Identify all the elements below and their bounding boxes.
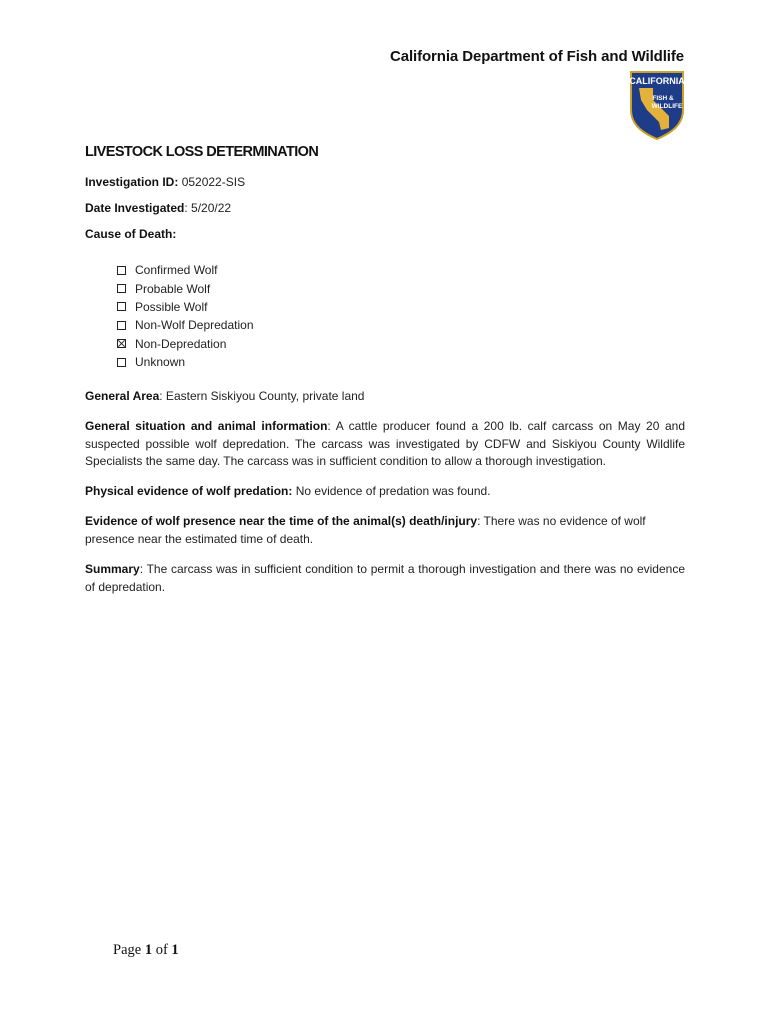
cause-option[interactable] (117, 261, 254, 279)
cause-of-death-label: Cause of Death: (85, 227, 177, 241)
summary-label: Summary (85, 562, 140, 576)
document-title: LIVESTOCK LOSS DETERMINATION (85, 144, 319, 160)
agency-header: California Department of Fish and Wildlife (389, 48, 684, 65)
general-area-label: General Area (85, 389, 160, 403)
cdfw-shield-logo-icon (629, 70, 685, 140)
checkbox-icon[interactable] (117, 321, 126, 330)
general-area-value: : Eastern Siskiyou County, private land (159, 389, 365, 403)
physical-evidence-text: No evidence of predation was found. (292, 484, 491, 498)
summary-text: : The carcass was in sufficient condition to permit a thorough investigation and there was no evidence of depredation. (85, 562, 685, 594)
cause-option-label: Confirmed Wolf (135, 263, 218, 278)
checkbox-icon[interactable] (117, 302, 126, 311)
wolf-presence-paragraph (85, 513, 685, 548)
cause-option-label: Non-Depredation (135, 336, 227, 351)
logo-line2: FISH & (652, 95, 674, 102)
cause-option[interactable] (117, 353, 254, 371)
cause-option[interactable] (117, 316, 254, 334)
cause-option[interactable] (117, 298, 254, 316)
physical-evidence-label: Physical evidence of wolf predation: (85, 484, 293, 498)
cause-option-label: Probable Wolf (135, 281, 211, 296)
checkbox-checked-icon[interactable] (117, 339, 126, 348)
checkbox-icon[interactable] (117, 284, 126, 293)
physical-evidence-paragraph (85, 483, 685, 501)
date-investigated-field (85, 201, 231, 215)
logo-line3: WILDLIFE (651, 103, 683, 110)
page-number: Page 1 of 1 (113, 942, 179, 958)
cause-of-death-checklist (117, 261, 254, 371)
general-situation-label: General situation and animal information (85, 419, 328, 433)
logo-line1: CALIFORNIA (629, 76, 685, 86)
checkbox-icon[interactable] (117, 266, 126, 275)
general-area-field (85, 389, 364, 403)
checkbox-icon[interactable] (117, 358, 126, 367)
cause-option[interactable] (117, 279, 254, 297)
cause-option[interactable] (117, 335, 254, 353)
general-situation-text: : A cattle producer found a 200 lb. calf carcass on May 20 and suspected possible wolf depredation. The carcass was investigated by CDFW and Siskiyou County Wildlife Specialists the same day. The carcass was in sufficient condition to allow a thorough investigation. (85, 419, 686, 469)
date-investigated-value: : 5/20/22 (184, 201, 232, 215)
investigation-id-label: Investigation ID: (85, 175, 179, 189)
wolf-presence-label: Evidence of wolf presence near the time of the animal(s) death/injury (85, 514, 478, 528)
investigation-id-value: 052022-SIS (181, 175, 246, 189)
cause-option-label: Unknown (135, 355, 186, 370)
cause-option-label: Possible Wolf (135, 299, 208, 314)
general-situation-paragraph (85, 418, 685, 471)
cause-option-label: Non-Wolf Depredation (135, 318, 254, 333)
date-investigated-label: Date Investigated (85, 201, 185, 215)
summary-paragraph (85, 561, 685, 596)
investigation-id-field (85, 175, 245, 189)
wolf-presence-text: : There was no evidence of wolf presence near the estimated time of death. (85, 514, 646, 546)
